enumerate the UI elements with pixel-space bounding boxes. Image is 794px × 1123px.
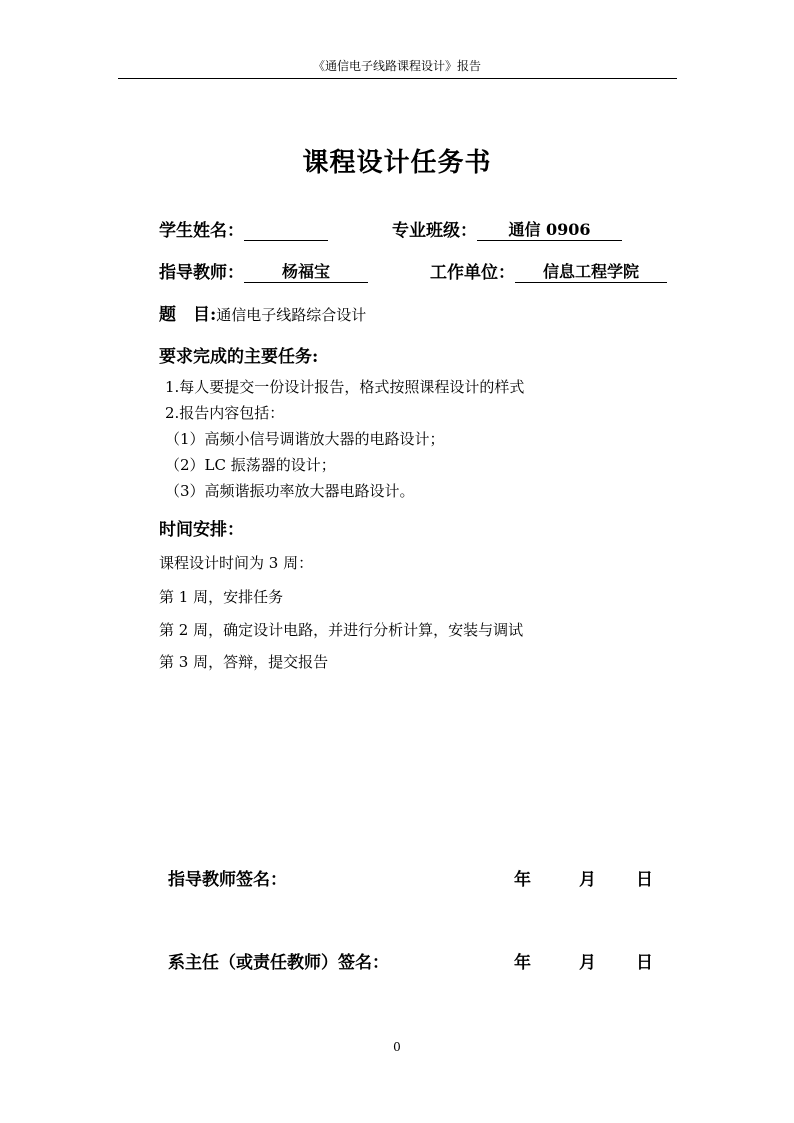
running-header: 《通信电子线路课程设计》报告 — [312, 59, 481, 73]
student-name-label: 学生姓名： — [159, 221, 244, 241]
schedule-item: 课程设计时间为 3 周： — [159, 554, 314, 572]
teacher-sign-month: 月 — [579, 870, 596, 890]
director-sign-day: 日 — [636, 953, 653, 973]
unit-label: 工作单位： — [430, 263, 515, 283]
class-value: 通信 0906 — [477, 220, 622, 241]
class-row — [392, 216, 622, 241]
tasks-heading: 要求完成的主要任务: — [159, 347, 319, 367]
task-item: （2）LC 振荡器的设计； — [165, 456, 336, 474]
unit-row — [430, 258, 667, 283]
student-name-value — [244, 240, 328, 241]
schedule-item: 第 1 周，安排任务 — [159, 588, 284, 606]
schedule-item: 第 2 周，确定设计电路，并进行分析计算，安装与调试 — [159, 621, 524, 639]
student-name-row — [159, 216, 328, 241]
task-item: 2.报告内容包括： — [165, 404, 285, 422]
topic-label: 题 目: — [159, 305, 217, 325]
header-rule — [118, 78, 677, 79]
teacher-value: 杨福宝 — [244, 262, 368, 283]
teacher-sign-year: 年 — [514, 870, 531, 890]
document-title: 课程设计任务书 — [302, 148, 492, 178]
director-sign-year: 年 — [514, 953, 531, 973]
topic-value: 通信电子线路综合设计 — [216, 306, 367, 324]
teacher-row — [159, 258, 368, 283]
director-sign-month: 月 — [579, 953, 596, 973]
task-item: （1）高频小信号调谐放大器的电路设计； — [165, 430, 445, 448]
task-item: 1.每人要提交一份设计报告，格式按照课程设计的样式 — [165, 378, 525, 396]
task-item: （3）高频谐振功率放大器电路设计。 — [165, 482, 415, 500]
topic-row — [159, 300, 366, 325]
page-number: 0 — [393, 1040, 401, 1054]
teacher-signature-label: 指导教师签名： — [168, 870, 287, 890]
teacher-sign-day: 日 — [636, 870, 653, 890]
schedule-item: 第 3 周，答辩，提交报告 — [159, 653, 329, 671]
director-signature-label: 系主任（或责任教师）签名： — [168, 953, 389, 973]
schedule-heading: 时间安排： — [159, 520, 244, 540]
teacher-label: 指导教师： — [159, 263, 244, 283]
unit-value: 信息工程学院 — [515, 262, 667, 283]
class-label: 专业班级： — [392, 221, 477, 241]
